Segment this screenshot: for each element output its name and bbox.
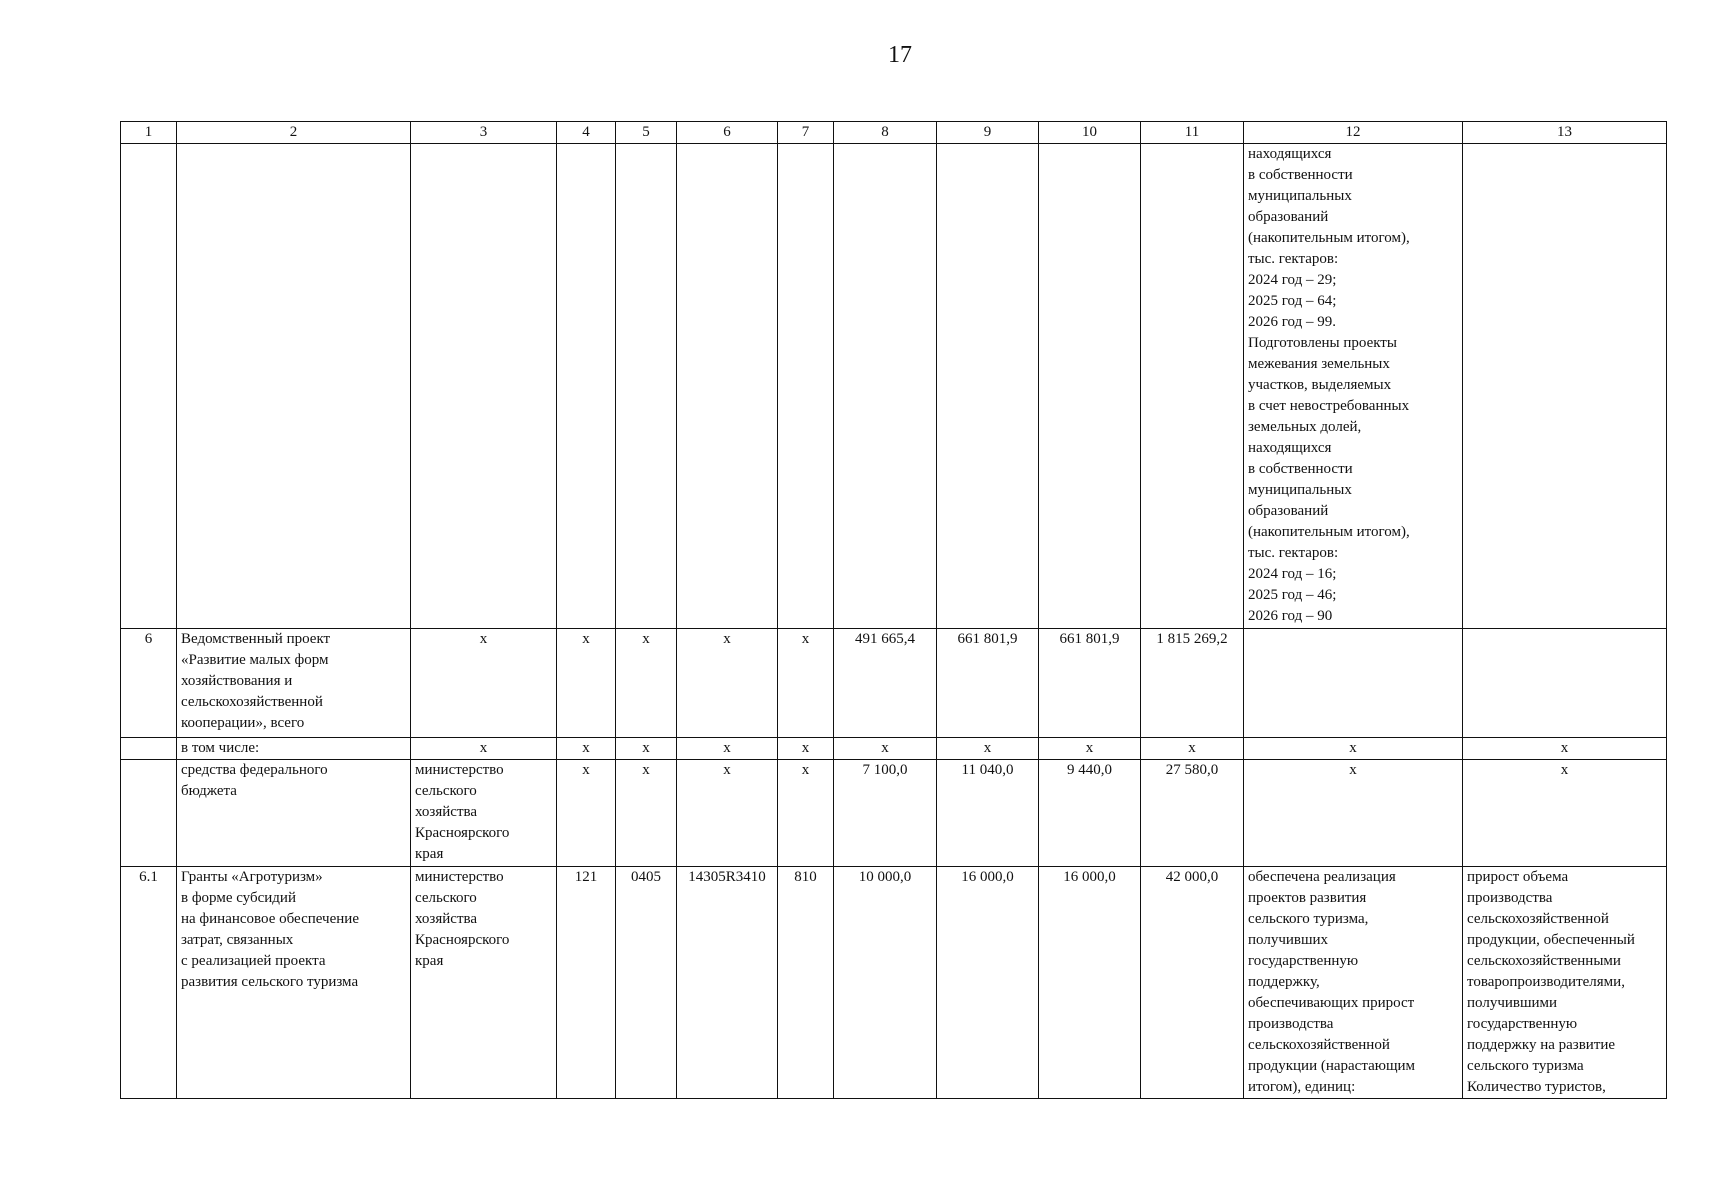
code-cell: 810 — [778, 867, 834, 1099]
amount-cell: 661 801,9 — [937, 629, 1039, 738]
cell: х — [677, 760, 778, 867]
item-name: Гранты «Агротуризм» в форме субсидий на финансовое обеспечение затрат, связанных с реализацией проекта развития сельского туризма — [177, 867, 411, 1099]
amount-cell: 27 580,0 — [1141, 760, 1244, 867]
code-cell: 14305R3410 — [677, 867, 778, 1099]
cell: х — [1039, 738, 1141, 760]
column-number: 10 — [1039, 122, 1141, 144]
amount-cell: 42 000,0 — [1141, 867, 1244, 1099]
table-row — [121, 629, 1667, 738]
column-number: 4 — [557, 122, 616, 144]
cell — [1244, 629, 1463, 738]
cell: х — [778, 738, 834, 760]
page-number: 17 — [888, 42, 912, 68]
cell: х — [778, 760, 834, 867]
item-name: в том числе: — [177, 738, 411, 760]
result-cell: обеспечена реализация проектов развития сельского туризма, получивших государственную поддержку, обеспечивающих прирост производства сельскохозяйственной продукции (нарастающим итогом), единиц: — [1244, 867, 1463, 1099]
responsible-cell: министерство сельского хозяйства Красноярского края — [411, 867, 557, 1099]
cell: х — [616, 629, 677, 738]
cell: х — [1463, 738, 1667, 760]
cell: х — [557, 760, 616, 867]
cell — [1463, 629, 1667, 738]
cell: х — [937, 738, 1039, 760]
cell: х — [411, 738, 557, 760]
amount-cell: 16 000,0 — [937, 867, 1039, 1099]
amount-cell: 7 100,0 — [834, 760, 937, 867]
column-number: 11 — [1141, 122, 1244, 144]
cell: х — [616, 738, 677, 760]
result-cell: находящихся в собственности муниципальных образований (накопительным итогом), тыс. гектаров: 2024 год – 29; 2025 год – 64; 2026 год – 99. Подготовлены проекты межевания земельных участков, выделяемых в счет невостребованных земельных долей, находящихся в собственности муниципальных образований (накопительным итогом), тыс. гектаров: 2024 год – 16; 2025 год – 46; 2026 год – 90 — [1244, 144, 1463, 629]
amount-cell: 661 801,9 — [1039, 629, 1141, 738]
responsible-cell: министерство сельского хозяйства Красноярского края — [411, 760, 557, 867]
column-number: 7 — [778, 122, 834, 144]
column-number: 5 — [616, 122, 677, 144]
cell: х — [677, 738, 778, 760]
column-number: 13 — [1463, 122, 1667, 144]
cell: х — [778, 629, 834, 738]
column-number: 2 — [177, 122, 411, 144]
budget-table — [120, 121, 1667, 1099]
indicator-cell: прирост объема производства сельскохозяйственной продукции, обеспеченный сельскохозяйственными товаропроизводителями, получившими государственную поддержку на развитие сельского туризма Количество туристов, — [1463, 867, 1667, 1099]
cell: х — [1463, 760, 1667, 867]
cell: х — [1141, 738, 1244, 760]
amount-cell: 16 000,0 — [1039, 867, 1141, 1099]
row-number: 6.1 — [121, 867, 177, 1099]
item-name: средства федерального бюджета — [177, 760, 411, 867]
cell: х — [616, 760, 677, 867]
amount-cell: 1 815 269,2 — [1141, 629, 1244, 738]
amount-cell: 9 440,0 — [1039, 760, 1141, 867]
column-number: 9 — [937, 122, 1039, 144]
table-row — [121, 738, 1667, 760]
table-row — [121, 144, 1667, 629]
cell: х — [677, 629, 778, 738]
table-row — [121, 867, 1667, 1099]
code-cell: 121 — [557, 867, 616, 1099]
item-name: Ведомственный проект «Развитие малых форм хозяйствования и сельскохозяйственной кооперации», всего — [177, 629, 411, 738]
amount-cell: 491 665,4 — [834, 629, 937, 738]
row-number: 6 — [121, 629, 177, 738]
code-cell: 0405 — [616, 867, 677, 1099]
column-number: 12 — [1244, 122, 1463, 144]
column-number: 1 — [121, 122, 177, 144]
column-number: 8 — [834, 122, 937, 144]
cell: х — [1244, 760, 1463, 867]
column-number: 6 — [677, 122, 778, 144]
amount-cell: 11 040,0 — [937, 760, 1039, 867]
cell: х — [411, 629, 557, 738]
cell: х — [1244, 738, 1463, 760]
column-number: 3 — [411, 122, 557, 144]
column-number-row — [121, 122, 1667, 144]
amount-cell: 10 000,0 — [834, 867, 937, 1099]
table-row — [121, 760, 1667, 867]
cell: х — [834, 738, 937, 760]
cell: х — [557, 629, 616, 738]
cell: х — [557, 738, 616, 760]
